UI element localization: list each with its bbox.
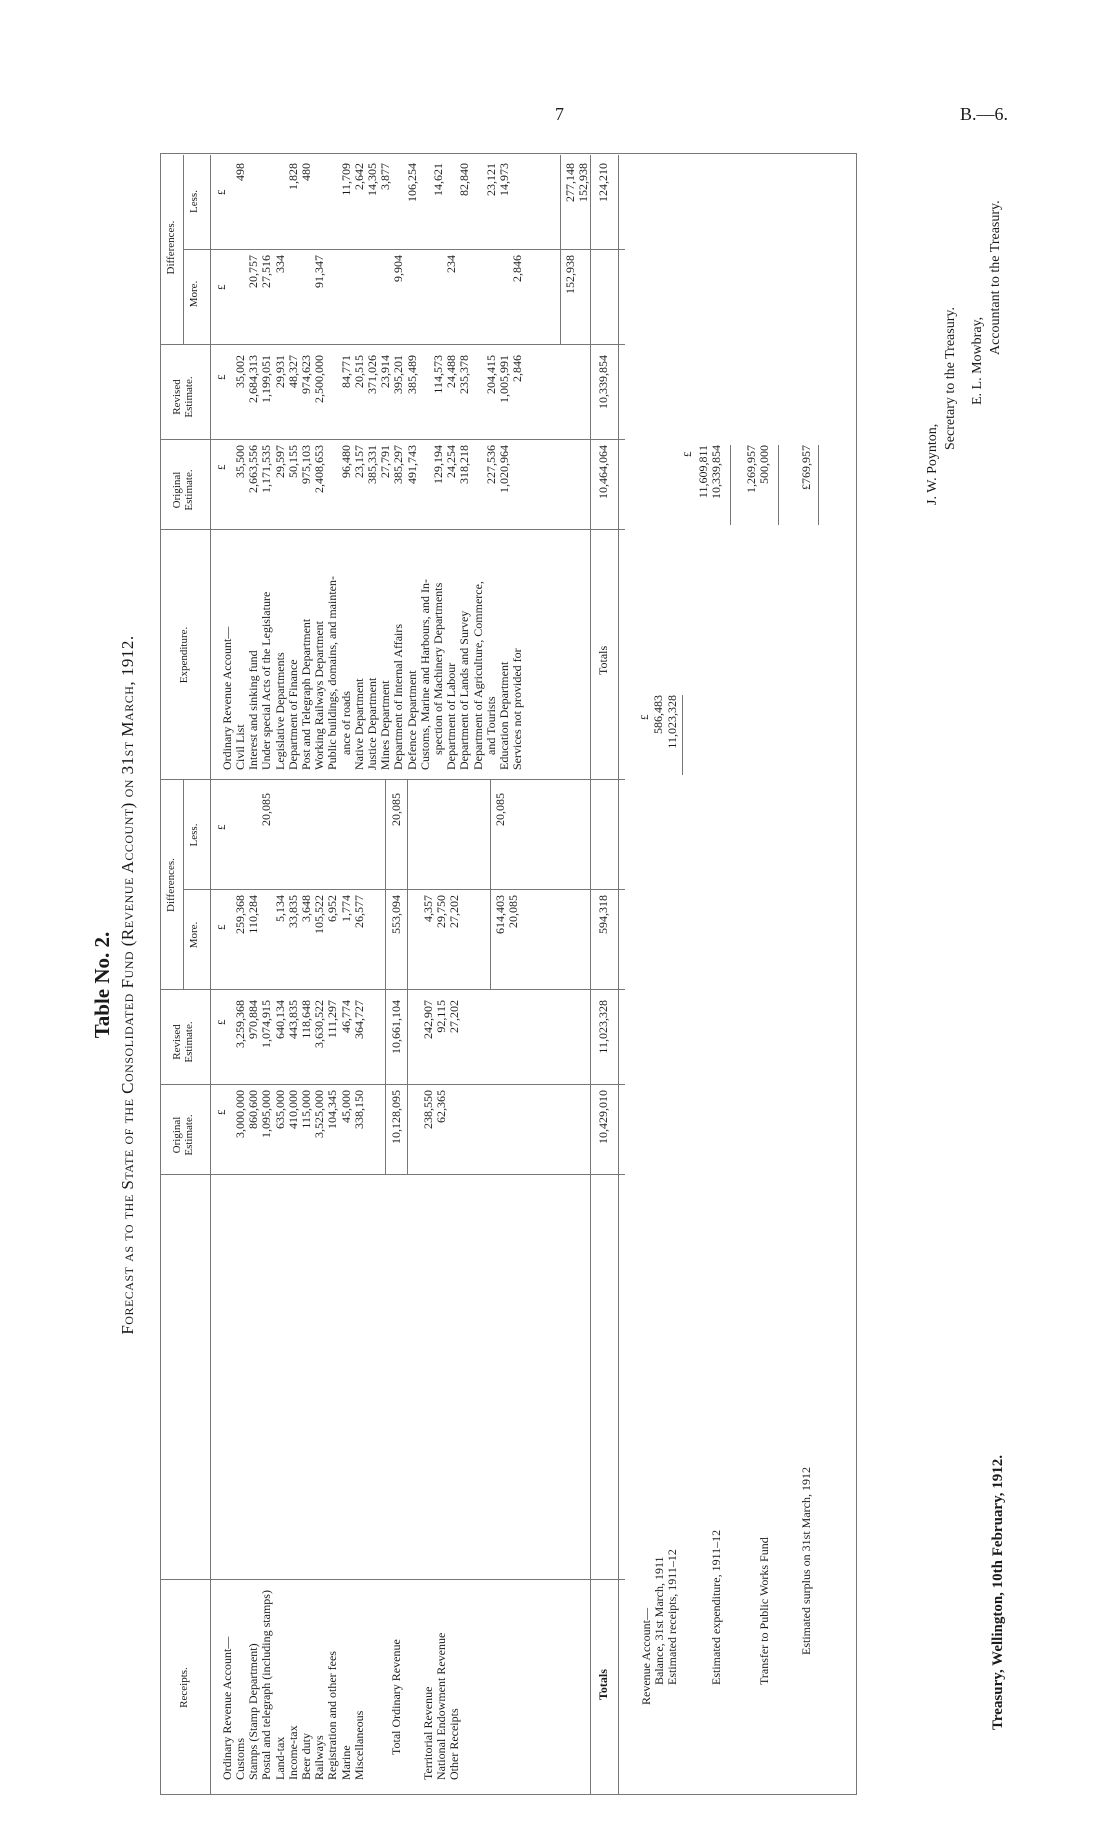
expenditure-row-revised: 114,573	[431, 355, 445, 394]
pound-sign: £	[682, 451, 694, 457]
column-rule	[160, 1174, 625, 1175]
receipt-row-more: 5,134	[272, 895, 287, 922]
expenditure-subtotal-more: 152,938	[563, 255, 577, 294]
expenditure-row-revised: 2,500,000	[312, 355, 327, 403]
subtotal-rule	[407, 780, 408, 1175]
receipt-row-label: Postal and telegraph (including stamps)	[259, 1590, 274, 1780]
difference-value: 1,269,957	[744, 445, 758, 493]
receipt-row-label: Stamps (Stamp Department)	[246, 1643, 261, 1780]
receipt-row-revised: 364,727	[351, 1000, 366, 1039]
total-ordinary-revised: 10,661,104	[389, 1000, 403, 1054]
expenditure-row-label: Under special Acts of the Legislature	[259, 591, 274, 770]
surplus-value: £769,957	[799, 445, 813, 490]
receipt-row-label: Railways	[312, 1735, 327, 1780]
receipt-other-row-label: Other Receipts	[447, 1708, 462, 1780]
receipt-row-more: 26,577	[351, 895, 366, 928]
expenditure-row-revised: 2,846	[510, 355, 525, 382]
receipt-row-original: 635,000	[272, 1090, 287, 1129]
expenditure-row-revised: 974,623	[299, 355, 313, 394]
receipt-row-revised: 118,648	[299, 1000, 313, 1039]
receipt-row-revised: 111,297	[325, 1000, 340, 1039]
totals-rule	[618, 155, 619, 1795]
total-ordinary-original: 10,128,095	[389, 1090, 403, 1144]
expenditure-row-label: Department of Agriculture, Commerce,	[470, 581, 485, 770]
expenditure-section-label: Ordinary Revenue Account—	[220, 626, 234, 770]
estimated-receipts-value: 11,023,328	[665, 695, 679, 749]
summary-rule	[818, 445, 819, 525]
expenditure-row-label-continued: spection of Machinery Departments	[431, 582, 445, 755]
expenditure-row-less: 3,877	[378, 163, 393, 190]
expenditure-row-revised: 20,515	[351, 355, 366, 388]
table-subtitle: Forecast as to the State of the Consolidated Fund (Revenue Account) on 31st March, 1912.	[118, 635, 137, 1335]
receipts-offset-more: 20,085	[506, 895, 520, 928]
expenditure-row-revised: 235,378	[457, 355, 472, 394]
expenditure-row-label: Interest and sinking fund	[246, 650, 261, 770]
expenditure-row-revised: 204,415	[483, 355, 498, 394]
header-revised-estimate-left: Revised Estimate.	[171, 1021, 195, 1063]
balance-value: 586,483	[651, 695, 665, 734]
expenditure-row-label: Justice Department	[365, 677, 379, 770]
header-more-right: More.	[188, 280, 200, 308]
receipts-section-label: Ordinary Revenue Account—	[220, 1636, 234, 1780]
receipt-row-revised: 970,884	[246, 1000, 261, 1039]
receipt-row-more: 110,284	[246, 895, 261, 934]
signature-title-accountant: Accountant to the Treasury.	[988, 200, 1003, 355]
signature-name-poynton: J. W. Poynton,	[925, 423, 940, 505]
expenditure-row-less: 498	[233, 163, 247, 181]
expenditure-row-original: 227,536	[483, 445, 498, 484]
expenditure-row-less: 14,305	[365, 163, 379, 196]
receipt-row-label: Marine	[338, 1745, 353, 1780]
expenditure-row-label: Native Department	[351, 678, 366, 770]
expenditure-row-revised: 385,489	[404, 355, 419, 394]
expenditure-row-label: Civil List	[233, 724, 247, 770]
pound-sign: £	[216, 924, 228, 930]
column-rule	[183, 249, 625, 250]
expenditure-row-revised: 371,026	[365, 355, 379, 394]
receipt-row-revised: 3,259,368	[233, 1000, 247, 1048]
expenditure-row-label: Mines Department	[378, 680, 393, 770]
receipt-other-row-revised: 27,202	[447, 1000, 462, 1033]
expenditure-row-original: 24,254	[444, 445, 459, 478]
expenditure-row-more: 20,757	[246, 255, 261, 288]
pound-sign: £	[216, 189, 228, 195]
receipts-sum-value: 11,609,811	[696, 445, 710, 499]
column-rule	[160, 989, 625, 990]
expenditure-row-more: 27,516	[259, 255, 274, 288]
receipt-row-original: 115,000	[299, 1090, 313, 1129]
expenditure-row-label: Legislative Departments	[272, 652, 287, 770]
receipt-row-original: 104,345	[325, 1090, 340, 1129]
expenditure-row-original: 385,331	[365, 445, 379, 484]
expenditure-row-original: 2,663,556	[246, 445, 261, 493]
transfer-label: Transfer to Public Works Fund	[757, 1537, 771, 1685]
receipt-row-original: 860,600	[246, 1090, 261, 1129]
expenditure-row-label: Department of Labour	[444, 662, 459, 770]
receipts-totals-more: 594,318	[596, 895, 610, 934]
column-rule	[160, 529, 625, 530]
expenditure-row-label: Department of Finance	[285, 659, 300, 770]
expenditure-row-revised: 84,771	[338, 355, 353, 388]
total-ordinary-less: 20,085	[389, 793, 403, 826]
receipt-other-row-original: 238,550	[421, 1090, 435, 1129]
summary-rule	[682, 695, 683, 775]
header-rule	[210, 155, 211, 1795]
receipt-other-row-more: 29,750	[434, 895, 449, 928]
receipt-other-row-label: Territorial Revenue	[421, 1686, 435, 1780]
receipt-row-label: Miscellaneous	[351, 1710, 366, 1780]
subtotal-rule	[385, 780, 386, 1175]
document-reference: B.—6.	[960, 104, 1009, 124]
expenditure-row-original: 96,480	[338, 445, 353, 478]
signature-title-secretary: Secretary to the Treasury.	[943, 307, 958, 450]
expenditure-row-original: 975,103	[299, 445, 313, 484]
expenditure-row-original: 23,157	[351, 445, 366, 478]
expenditure-row-revised: 395,201	[391, 355, 406, 394]
summary-rule	[778, 445, 779, 525]
expenditure-row-less: 14,621	[431, 163, 445, 196]
receipt-row-original: 338,150	[351, 1090, 366, 1129]
receipt-row-label: Income-tax	[285, 1725, 300, 1780]
receipt-row-more: 105,522	[312, 895, 327, 934]
expenditure-row-less: 480	[299, 163, 313, 181]
receipt-row-label: Customs	[233, 1737, 247, 1780]
header-less-right: Less.	[188, 190, 200, 213]
expenditure-row-less: 11,709	[338, 163, 353, 196]
receipts-subtotal-more: 614,403	[493, 895, 507, 934]
pound-sign: £	[216, 284, 228, 290]
expenditure-row-less: 2,642	[351, 163, 366, 190]
expenditure-row-more: 234	[444, 255, 459, 273]
receipt-row-original: 3,525,000	[312, 1090, 327, 1138]
expenditure-row-revised: 23,914	[378, 355, 393, 388]
header-more-left: More.	[188, 921, 200, 949]
receipt-row-original: 45,000	[338, 1090, 353, 1123]
expenditure-row-original: 491,743	[404, 445, 419, 484]
receipts-subtotal-less: 20,085	[493, 793, 507, 826]
receipt-row-less: 20,085	[259, 793, 274, 826]
expenditure-row-original: 318,218	[457, 445, 472, 484]
receipt-other-row-original: 62,365	[434, 1090, 449, 1123]
surplus-label: Estimated surplus on 31st March, 1912	[799, 1467, 813, 1655]
pound-sign: £	[639, 714, 651, 720]
receipt-row-label: Land-tax	[272, 1736, 287, 1780]
expenditure-totals-label: Totals	[596, 645, 610, 675]
receipt-row-revised: 3,630,522	[312, 1000, 327, 1048]
expenditure-row-more: 334	[272, 255, 287, 273]
footer-treasury-date: Treasury, Wellington, 10th February, 1912.	[990, 1454, 1006, 1730]
receipt-row-more: 3,648	[299, 895, 313, 922]
receipt-row-revised: 46,774	[338, 1000, 353, 1033]
expenditure-row-original: 1,020,964	[497, 445, 511, 493]
pound-sign: £	[216, 464, 228, 470]
receipt-other-row-revised: 242,907	[421, 1000, 435, 1039]
expenditure-row-label: Defence Department	[404, 670, 419, 770]
header-differences-left: Differences.	[165, 858, 177, 912]
expenditure-row-revised: 29,931	[272, 355, 287, 388]
totals-rule	[590, 155, 591, 1795]
expenditure-row-revised: 2,684,313	[246, 355, 261, 403]
receipt-row-revised: 1,074,915	[259, 1000, 274, 1048]
receipt-other-row-more: 4,357	[421, 895, 435, 922]
expenditure-row-label: Education Department	[497, 661, 511, 770]
expenditure-row-label: Services not provided for	[510, 648, 525, 770]
differences-header-rule	[183, 780, 184, 990]
receipts-totals-label: Totals	[596, 1669, 610, 1700]
pound-sign: £	[216, 1019, 228, 1025]
receipt-row-revised: 640,134	[272, 1000, 287, 1039]
expenditure-row-original: 129,194	[431, 445, 445, 484]
expenditure-totals-less: 124,210	[596, 163, 610, 202]
receipt-other-row-more: 27,202	[447, 895, 462, 928]
summary-rule	[730, 445, 731, 525]
balance-label: Balance, 31st March, 1911	[652, 1556, 666, 1685]
expenditure-totals-revised: 10,339,854	[596, 355, 610, 409]
expenditure-row-more: 91,347	[312, 255, 327, 288]
transfer-value: 500,000	[757, 445, 771, 484]
expenditure-row-revised: 35,002	[233, 355, 247, 388]
expenditure-row-label: Department of Lands and Survey	[457, 610, 472, 770]
estimated-receipts-label: Estimated receipts, 1911–12	[665, 1549, 679, 1685]
column-rule	[160, 439, 625, 440]
receipts-totals-original: 10,429,010	[596, 1090, 610, 1144]
expenditure-row-original: 1,171,535	[259, 445, 274, 493]
expenditure-row-label: Public buildings, domains, and mainten-	[325, 576, 340, 770]
receipt-row-more: 6,952	[325, 895, 340, 922]
column-rule	[183, 889, 625, 890]
receipt-row-label: Beer duty	[299, 1733, 313, 1780]
expenditure-row-revised: 1,199,051	[259, 355, 274, 403]
header-original-estimate-right: Original Estimate.	[171, 469, 195, 511]
expenditure-row-less: 106,254	[404, 163, 419, 202]
header-receipts: Receipts.	[178, 1667, 190, 1708]
expenditure-totals-original: 10,464,064	[596, 445, 610, 499]
expenditure-row-more: 9,904	[391, 255, 406, 282]
table-title: Table No. 2.	[90, 931, 114, 1039]
receipt-row-original: 410,000	[285, 1090, 300, 1129]
header-expenditure: Expenditure.	[178, 626, 190, 684]
expenditure-row-less: 1,828	[285, 163, 300, 190]
column-rule	[160, 344, 625, 345]
expenditure-row-label-continued: ance of roads	[338, 691, 353, 755]
expenditure-row-original: 29,597	[272, 445, 287, 478]
total-ordinary-more: 553,094	[389, 895, 403, 934]
header-differences-right: Differences.	[165, 220, 177, 275]
expenditure-row-revised: 1,005,991	[497, 355, 511, 403]
subtotal-rule	[490, 780, 491, 990]
expenditure-row-label-continued: and Tourists	[483, 696, 498, 755]
receipt-row-more: 1,774	[338, 895, 353, 922]
signature-name-mowbray: E. L. Mowbray,	[970, 316, 985, 405]
expenditure-row-original: 385,297	[391, 445, 406, 484]
column-rule	[160, 1579, 625, 1580]
column-rule	[160, 1084, 625, 1085]
estimated-expenditure-label: Estimated expenditure, 1911–12	[709, 1529, 723, 1685]
header-original-estimate-left: Original Estimate.	[171, 1114, 195, 1156]
receipt-other-row-label: National Endowment Revenue	[434, 1632, 449, 1780]
expenditure-row-label: Customs, Marine and Harbours, and In-	[417, 579, 432, 770]
expenditure-row-less: 82,840	[457, 163, 472, 196]
expenditure-row-original: 27,791	[378, 445, 393, 478]
header-revised-estimate-right: Revised Estimate.	[171, 376, 195, 418]
receipt-row-original: 1,095,000	[259, 1090, 274, 1138]
header-less-left: Less.	[188, 823, 200, 847]
expenditure-row-original: 2,408,653	[312, 445, 327, 493]
receipt-row-revised: 443,835	[285, 1000, 300, 1039]
subtotal-rule	[560, 155, 561, 345]
receipt-other-row-revised: 92,115	[434, 1000, 449, 1033]
receipt-row-more: 33,835	[285, 895, 300, 928]
expenditure-row-label: Post and Telegraph Department	[299, 618, 313, 770]
expenditure-row-revised: 48,327	[285, 355, 300, 388]
expenditure-row-less: 23,121	[483, 163, 498, 196]
receipts-totals-revised: 11,023,328	[596, 1000, 610, 1054]
expenditure-subtotal-less-offset: 152,938	[576, 163, 590, 202]
expenditure-row-original: 50,155	[285, 445, 300, 478]
receipt-row-label: Registration and other fees	[325, 1651, 340, 1780]
rotated-table-page	[70, 145, 1050, 1825]
receipt-row-original: 3,000,000	[233, 1090, 247, 1138]
estimated-expenditure-value: 10,339,854	[709, 445, 723, 499]
page-number: 7	[555, 104, 564, 124]
expenditure-row-revised: 24,488	[444, 355, 459, 388]
expenditure-row-original: 35,500	[233, 445, 247, 478]
receipt-row-more: 259,368	[233, 895, 247, 934]
expenditure-row-label: Working Railways Department	[312, 621, 327, 770]
pound-sign: £	[216, 1109, 228, 1115]
expenditure-row-less: 14,973	[497, 163, 511, 196]
revenue-account-heading: Revenue Account—	[639, 1608, 653, 1705]
pound-sign: £	[216, 824, 228, 830]
expenditure-subtotal-less: 277,148	[563, 163, 577, 202]
pound-sign: £	[216, 374, 228, 380]
column-rule	[160, 779, 625, 780]
expenditure-row-label: Department of Internal Affairs	[391, 623, 406, 770]
total-ordinary-label: Total Ordinary Revenue	[389, 1639, 403, 1755]
differences-header-rule	[183, 155, 184, 345]
expenditure-row-more: 2,846	[510, 255, 525, 282]
